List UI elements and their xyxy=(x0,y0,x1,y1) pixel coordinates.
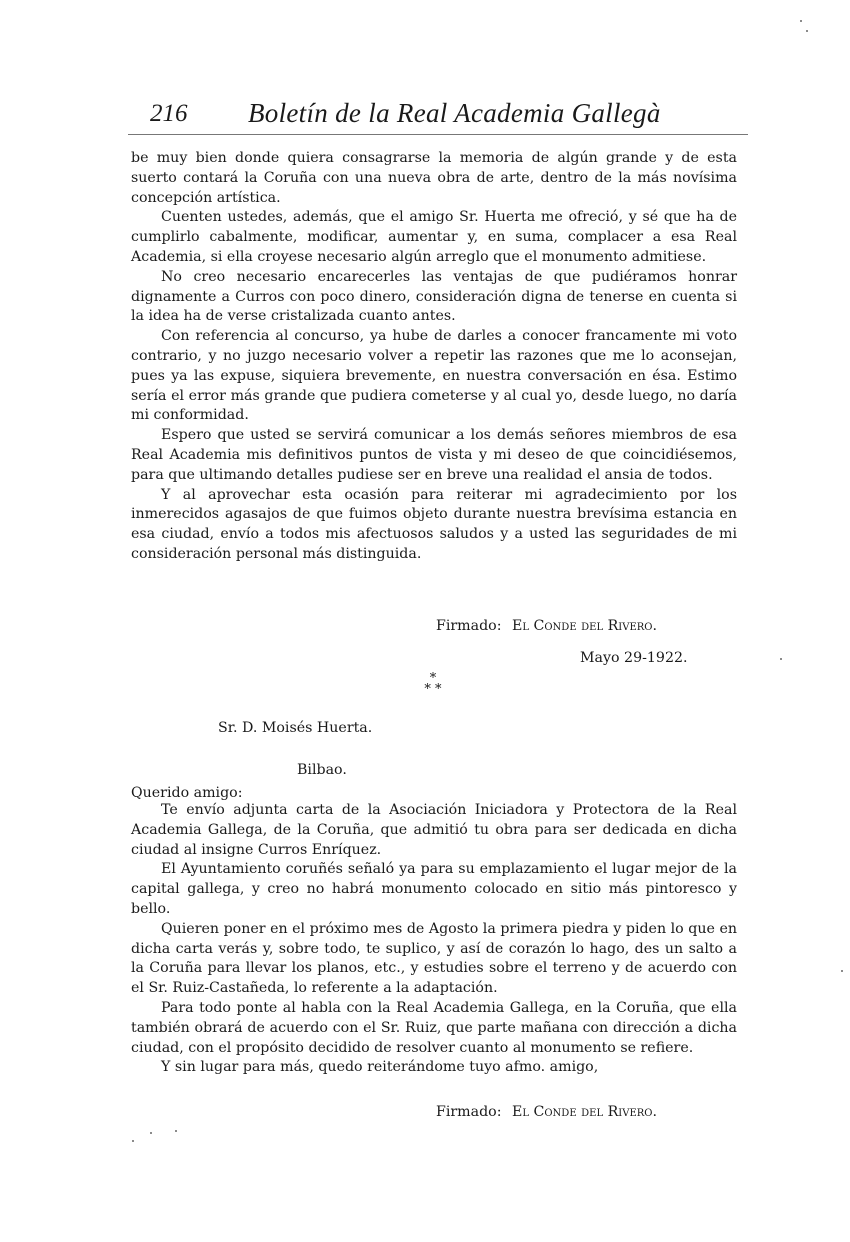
journal-title: Boletín de la Real Academia Gallegà xyxy=(248,98,661,128)
letter-one-paragraph-6: Y al aprovechar esta ocasión para reiterar mi agradecimiento por los inmerecidos agasajos de que fuimos objeto durante nuestra brevísima estancia en esa ciudad, envío a todos mis afectuosos saludos y a usted las seguridades de mi consideración personal más distinguida. xyxy=(131,486,737,562)
letter-one-paragraph-3: No creo necesario encarecerles las ventajas de que pudiéramos honrar dignamente a Curros con poco dinero, consideración digna de tenerse en cuenta si la idea ha de verse cristalizada cuanto antes. xyxy=(131,268,737,325)
letter-one-body xyxy=(131,149,737,565)
page-number: 216 xyxy=(150,100,188,127)
scan-speck xyxy=(780,658,782,660)
letter-two-addressee: Sr. D. Moisés Huerta. xyxy=(218,720,373,736)
letter-one-paragraph-4: Con referencia al concurso, ya hube de darles a conocer francamente mi voto contrario, y no juzgo necesario volver a repetir las razones que me lo aconsejan, pues ya las expuse, siquiera brevemente, en nuestra conversación en ésa. Estimo sería el error más grande que pudiera cometerse y al cual yo, desde luego, no daría mi conformidad. xyxy=(131,328,737,424)
letter-two-paragraph-5: Y sin lugar para más, quedo reiterándome tuyo afmo. amigo, xyxy=(161,1059,599,1076)
running-header xyxy=(128,98,748,135)
asterism-top: * xyxy=(429,671,437,686)
letter-two-paragraph-4: Para todo ponte al habla con la Real Academia Gallega, en la Coruña, que ella también obrará de acuerdo con el Sr. Ruiz, que parte mañana con dirección a dicha ciudad, con el propósito decidido de resolver cuanto al monumento se refiere. xyxy=(131,999,737,1056)
scan-speck xyxy=(841,970,843,972)
letter-one-paragraph-2: Cuenten ustedes, además, que el amigo Sr. Huerta me ofreció, y sé que ha de cumplirlo cabalmente, modificar, aumentar y, en suma, complacer a esa Real Academia, si ella croyese necesario algún arreglo que el monumento admitiese. xyxy=(131,209,737,265)
letter-two-salutation: Querido amigo: xyxy=(131,785,243,801)
scan-speck xyxy=(175,1130,177,1132)
section-asterism xyxy=(418,673,448,695)
letter-two-city: Bilbao. xyxy=(297,762,347,778)
letter-one-signature xyxy=(436,618,657,634)
scan-speck xyxy=(150,1132,152,1134)
scan-speck xyxy=(132,1140,134,1142)
letter-two-paragraph-2: El Ayuntamiento coruñés señaló ya para su emplazamiento el lugar mejor de la capital gallega, y creo no habrá monumento colocado en sitio más pintoresco y bello. xyxy=(131,861,737,917)
letter-two-paragraph-1: Te envío adjunta carta de la Asociación Iniciadora y Protectora de la Real Academia Gallega, de la Coruña, que admitió tu obra para ser dedicada en dicha ciudad al insigne Curros Enríquez. xyxy=(131,802,737,858)
scan-speck xyxy=(806,30,808,32)
scan-speck xyxy=(800,20,802,22)
signed-label: Firmado: xyxy=(436,1104,502,1120)
signer-name: El Conde del Rivero. xyxy=(512,618,657,634)
letter-two-paragraph-3: Quieren poner en el próximo mes de Agosto la primera piedra y piden lo que en dicha carta verás y, sobre todo, te suplico, y así de corazón lo hago, des un salto a la Coruña para llevar los planos, etc., y estudies sobre el terreno y de acuerdo con el Sr. Ruiz-Castañeda, lo referente a la adaptación. xyxy=(131,920,737,997)
signed-label: Firmado: xyxy=(436,618,502,634)
letter-two-signature xyxy=(436,1104,657,1120)
asterism-bottom: * * xyxy=(424,682,442,697)
letter-one-date: Mayo 29-1922. xyxy=(580,650,688,666)
letter-one-paragraph-5: Espero que usted se servirá comunicar a los demás señores miembros de esa Real Academia mis definitivos puntos de vista y mi deseo de que coincidiésemos, para que ultimando detalles pudiese ser en breve una realidad el ansia de todos. xyxy=(131,427,737,483)
signer-name: El Conde del Rivero. xyxy=(512,1104,657,1120)
letter-two-body xyxy=(131,801,737,1078)
letter-one-paragraph-1: be muy bien donde quiera consagrarse la memoria de algún grande y de esta suerto contará la Coruña con una nueva obra de arte, dentro de la más novísima concepción artística. xyxy=(131,150,737,206)
